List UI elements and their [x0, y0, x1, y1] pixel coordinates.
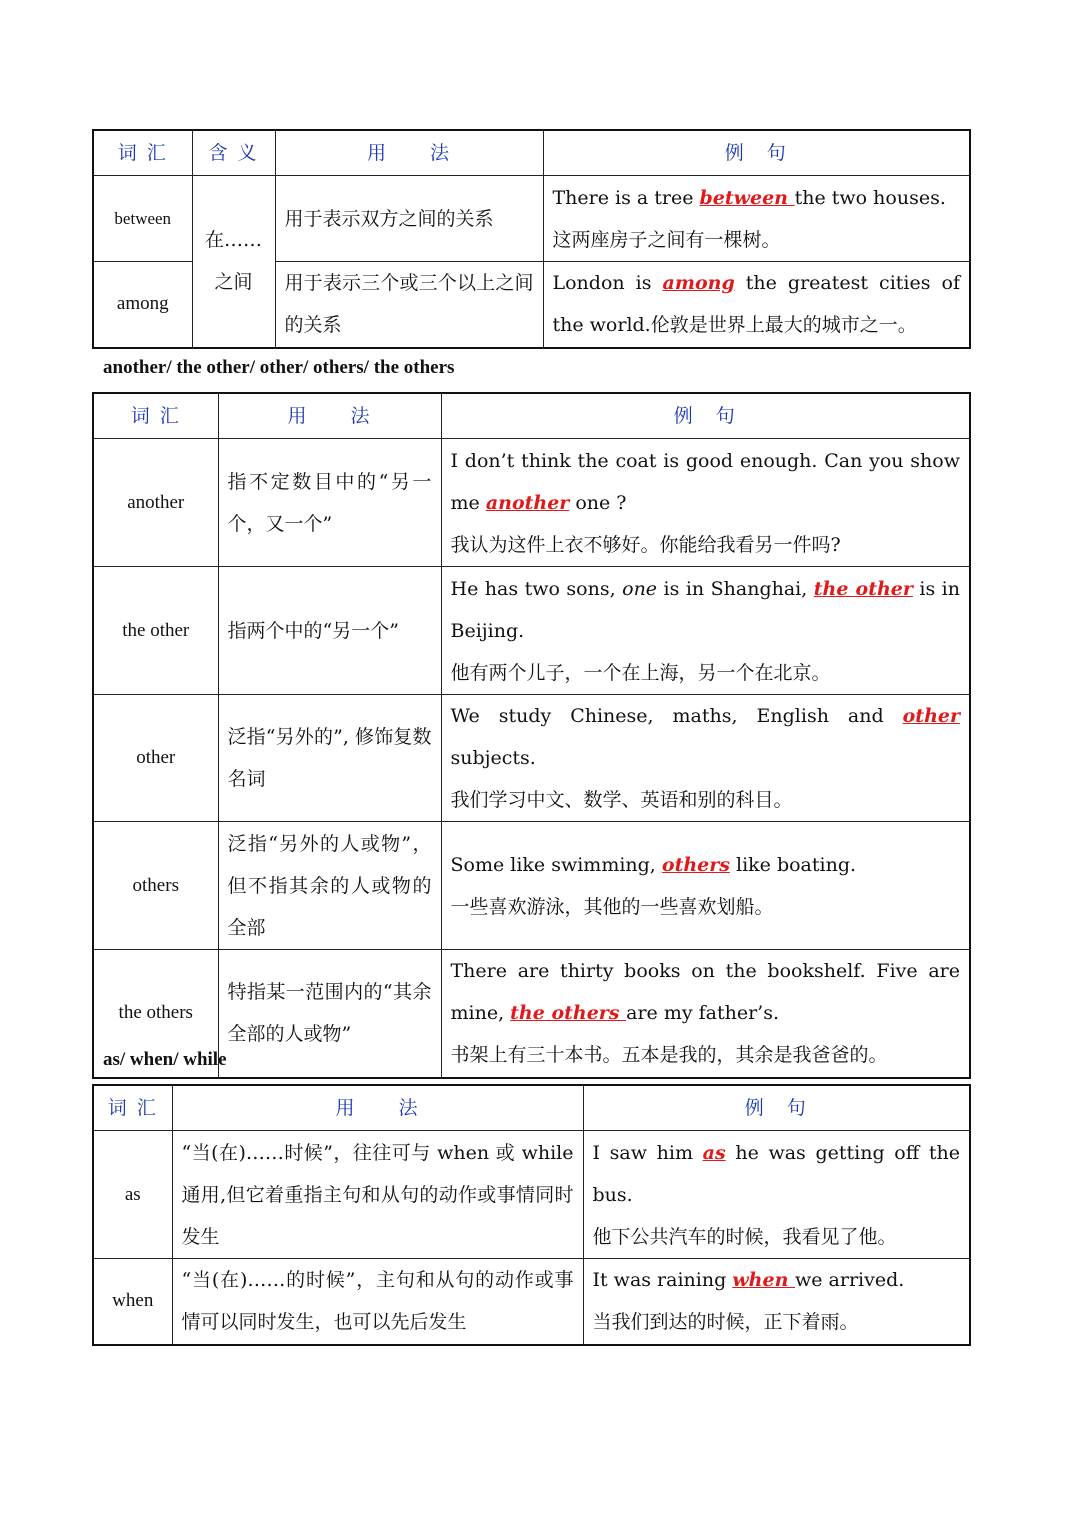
header-example: 例 句	[441, 393, 970, 439]
example-cell	[441, 822, 970, 950]
keyword: when	[732, 1269, 795, 1292]
usage-cell: 指两个中的“另一个”	[218, 567, 441, 695]
example-cn: 当我们到达的时候，正下着雨。	[592, 1311, 859, 1334]
usage-cell: “当(在)……的时候”，主句和从句的动作或事情可以同时发生，也可以先后发生	[172, 1259, 583, 1345]
header-usage: 用 法	[218, 393, 441, 439]
table-row	[93, 1259, 970, 1345]
example-en: Some like swimming, others like boating.	[450, 853, 857, 876]
table-row	[93, 822, 970, 950]
usage-cell: 特指某一范围内的“其余全部的人或物”	[218, 950, 441, 1078]
example-cell	[583, 1131, 970, 1259]
table-between-among	[92, 129, 971, 349]
table-header-row	[93, 1085, 970, 1131]
example-en: I saw him as he was getting off the bus.	[592, 1141, 960, 1206]
word-cell: when	[93, 1259, 172, 1345]
usage-cell: 指不定数目中的“另一个，又一个”	[218, 439, 441, 567]
table-as-when	[92, 1084, 971, 1346]
section-title-another: another/ the other/ other/ others/ the others	[103, 357, 455, 378]
keyword: between	[699, 186, 795, 209]
table-row	[93, 176, 970, 262]
keyword: the others	[510, 1002, 627, 1025]
table-header-row	[93, 130, 970, 176]
header-usage: 用 法	[172, 1085, 583, 1131]
word-cell: others	[93, 822, 218, 950]
meaning-top: 在……	[204, 229, 262, 252]
example-en: There are thirty books on the bookshelf. Five are mine, the others are my father’s.	[450, 960, 960, 1025]
keyword: the other	[813, 577, 913, 600]
example-en: We study Chinese, maths, English and other subjects.	[450, 705, 960, 769]
example-cell	[441, 950, 970, 1078]
header-vocab: 词 汇	[93, 130, 192, 176]
keyword: other	[902, 705, 960, 727]
table-header-row	[93, 393, 970, 439]
word-cell: among	[93, 262, 192, 348]
keyword: among	[662, 272, 735, 295]
table-row	[93, 439, 970, 567]
keyword: others	[661, 853, 730, 876]
word-cell: between	[93, 176, 192, 262]
example-en: He has two sons, one is in Shanghai, the other is in Beijing.	[450, 577, 960, 642]
table-row	[93, 695, 970, 822]
example-cn: 书架上有三十本书。五本是我的，其余是我爸爸的。	[450, 1044, 888, 1067]
usage-cell: “当(在)……时候”，往往可与 when 或 while 通用,但它着重指主句和从句的动作或事情同时发生	[172, 1131, 583, 1259]
word-cell: the other	[93, 567, 218, 695]
word-cell: another	[93, 439, 218, 567]
meaning-cell	[192, 176, 275, 348]
header-example: 例 句	[543, 130, 970, 176]
example-en: There is a tree between the two houses.	[552, 186, 946, 209]
example-cn: 一些喜欢游泳，其他的一些喜欢划船。	[450, 895, 774, 918]
example-en: It was raining when we arrived.	[592, 1269, 905, 1292]
word-cell: the others	[93, 950, 218, 1078]
example-cn: 我认为这件上衣不够好。你能给我看另一件吗?	[450, 533, 841, 556]
example-cn: 他有两个儿子，一个在上海，另一个在北京。	[450, 661, 831, 684]
keyword: another	[485, 491, 570, 514]
example-cell	[583, 1259, 970, 1345]
header-vocab: 词 汇	[93, 393, 218, 439]
usage-cell: 泛指“另外的”, 修饰复数名词	[218, 695, 441, 822]
example-cell: London is among the greatest cities of the world.伦敦是世界上最大的城市之一。	[543, 262, 970, 348]
header-vocab: 词 汇	[93, 1085, 172, 1131]
example-cn: 我们学习中文、数学、英语和别的科目。	[450, 789, 793, 811]
header-meaning: 含 义	[192, 130, 275, 176]
italic-word: one	[622, 577, 658, 600]
table-row	[93, 1131, 970, 1259]
table-another-other	[92, 392, 971, 1079]
example-cell	[441, 567, 970, 695]
word-cell: as	[93, 1131, 172, 1259]
example-cell	[441, 695, 970, 822]
example-cn: 他下公共汽车的时候，我看见了他。	[592, 1225, 897, 1248]
meaning-bottom: 之间	[214, 271, 253, 294]
keyword: as	[702, 1141, 726, 1164]
usage-cell: 用于表示双方之间的关系	[275, 176, 543, 262]
table-row	[93, 567, 970, 695]
word-cell: other	[93, 695, 218, 822]
header-example: 例 句	[583, 1085, 970, 1131]
example-cn: 这两座房子之间有一棵树。	[552, 228, 781, 251]
example-cell	[441, 439, 970, 567]
usage-cell: 用于表示三个或三个以上之间的关系	[275, 262, 543, 348]
header-usage: 用 法	[275, 130, 543, 176]
usage-cell: 泛指“另外的人或物”， 但不指其余的人或物的全部	[218, 822, 441, 950]
section-title-as-when-while: as/ when/ while	[103, 1049, 227, 1070]
example-cell	[543, 176, 970, 262]
example-en: I don’t think the coat is good enough. Can you show me another one ?	[450, 449, 960, 514]
